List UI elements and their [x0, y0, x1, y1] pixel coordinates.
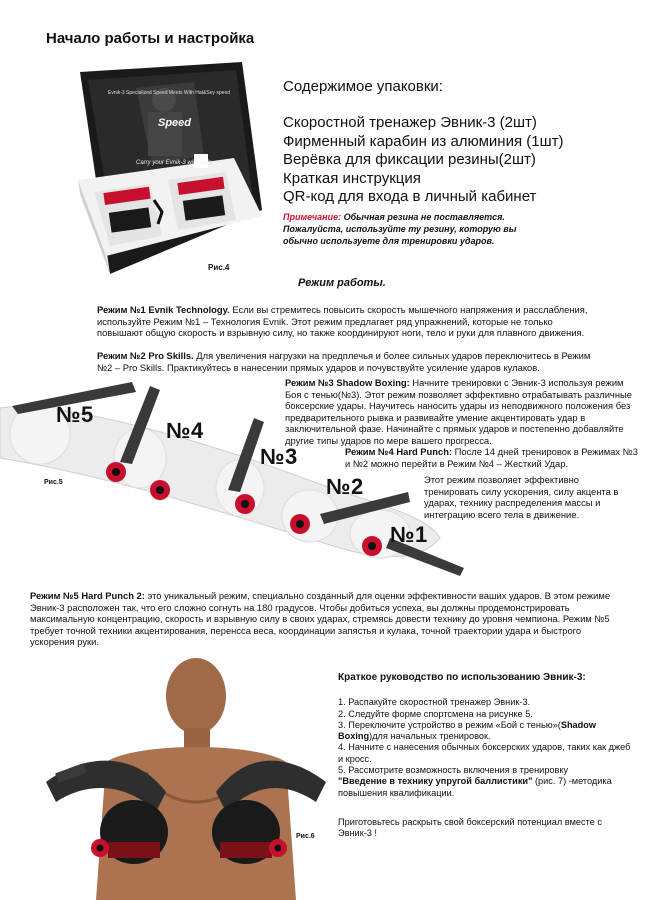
guide-item — [338, 720, 638, 743]
package-item: Скоростной тренажер Эвник-3 (2шт) — [283, 114, 537, 131]
package-item: Верёвка для фиксации резины(2шт) — [283, 151, 536, 168]
mode4-title: Режим №4 Hard Punch: — [345, 446, 453, 457]
mode1-title: Режим №1 Evnik Technology. — [97, 304, 230, 315]
mode4-extra-paragraph: Этот режим позволяет эффективно тренировать силу ускорения, силу акцента в ударах, технику распределения массы и интеграцию всего тела в движение. — [424, 474, 619, 520]
guide-item-3-post: )для начальных тренировок. — [369, 731, 491, 742]
quick-guide — [338, 672, 638, 840]
fig4-label: Рис.4 — [208, 263, 230, 272]
mode-label-4: №4 — [166, 418, 204, 443]
guide-item: 2. Следуйте форме спортсмена на рисунке 5. — [338, 708, 533, 719]
mode-label-3: №3 — [260, 444, 298, 469]
package-item: QR-код для входа в личный кабинет — [283, 188, 537, 205]
package-list — [283, 114, 564, 207]
guide-item-5-post: (рис. 7) -методика повышения квалификации. — [338, 776, 612, 798]
fig6-label: Рис.6 — [296, 833, 315, 840]
box-tagline: Evnik-3 Specialized Speed Meets With Hat&Sey speed — [108, 90, 231, 96]
mode1-text: Если вы стремитесь повысить скорость мышечного напряжения и расслабления, используйте Режим №1 – Технология Evnik. Этот режим предлагает ряд упражнений, которые не только повышают общую скорость и взрывную силу, но также координируют ноги, тело и руки для плавного движения. — [97, 304, 588, 339]
product-box-image — [66, 60, 272, 278]
box-carry-text: Carry your Evnik-3 with style — [136, 160, 213, 166]
note-label: Примечание: — [283, 212, 342, 222]
guide-item-5-bold: "Введение в технику упругой баллистики" — [338, 776, 533, 787]
page-title: Начало работы и настройка — [46, 30, 255, 47]
guide-item-3-bold: Shadow Boxing — [338, 719, 597, 742]
mode-label-2: №2 — [326, 474, 364, 499]
mode5-paragraph — [30, 590, 626, 648]
guide-title: Краткое руководство по использованию Эвник-3: — [338, 672, 586, 683]
mode-label-5: №5 — [56, 402, 94, 427]
guide-final: Приготовьтесь раскрыть свой боксерский потенциал вместе с Эвник-3 ! — [338, 816, 602, 839]
mode2-title: Режим №2 Pro Skills. — [97, 350, 194, 361]
mode3-title: Режим №3 Shadow Boxing: — [285, 377, 410, 388]
box-speed-text: Speed — [158, 117, 192, 129]
package-item: Краткая инструкция — [283, 169, 421, 187]
fighter-image — [46, 652, 326, 900]
guide-item: 1. Распакуйте скоростной тренажер Эвник-3. — [338, 697, 531, 708]
guide-item: 4. Начните с нанесения обычных боксерских ударов, таких как джеб и кросс. — [338, 742, 631, 764]
mode3-text: Начните тренировки с Эвник-3 используя режим Боя с тенью(№3). Этот режим позволяет эффективно отрабатывать различные боксерские удары. Научитесь наносить удары из неподвижного положения без предварительного рывка и развивайте умение акцентировать удар в заключительной фазе. Начинайте с прямых ударов и постепенно добавляйте другие типы ударов по мере вашего прогресса. — [285, 377, 632, 446]
mode4-paragraph — [345, 446, 645, 469]
package-item: Фирменный карабин из алюминия (1шт) — [283, 132, 564, 150]
fig5-label: Рис.5 — [44, 479, 63, 486]
mode1-paragraph — [97, 304, 597, 339]
package-note — [283, 211, 523, 247]
package-heading: Содержимое упаковки: — [283, 78, 443, 95]
mode-label-1: №1 — [390, 522, 428, 547]
guide-item — [338, 776, 638, 799]
guide-item: 5. Рассмотрите возможность включения в тренировку — [338, 765, 569, 776]
guide-item-3-pre: 3. Переключите устройство в режим «Бой с тенью»( — [338, 719, 561, 730]
modes-heading: Режим работы. — [298, 277, 386, 289]
mode2-paragraph — [97, 350, 597, 373]
mode4-text: После 14 дней тренировок в Режимах №3 и №2 можно перейти в Режим №4 – Жесткий Удар. — [345, 446, 638, 469]
mode3-paragraph — [285, 377, 635, 447]
mode5-text: это уникальный режим, специально созданный для оценки эффективности ваших ударов. В этом режиме Эвник-3 расположен так, что его сложно согнуть на 180 градусов. Чтобы добиться успеха, вы должны продемонстрировать максимальную концентрацию, скорость и взрывную силу в своих ударах, стремясь довести технику до уровня чемпиона. Режим №5 требует точной техники акцентирования, перенсса веса, координации запястья и кулака, точной траектории удара и быстрого ускорения руки. — [30, 590, 611, 648]
mode2-text: Для увеличения нагрузки на предплечья и более сильных ударов переключитесь в Режим №2 – Pro Skills. Практикуйтесь в нанесении прямых ударов и почувствуйте усиление ударов кулаков. — [97, 350, 591, 373]
mode5-title: Режим №5 Hard Punch 2: — [30, 590, 145, 601]
note-text: Обычная резина не поставляется. Пожалуйста, используйте ту резину, которую вы обычно используете для тренировки ударов. — [283, 212, 517, 246]
